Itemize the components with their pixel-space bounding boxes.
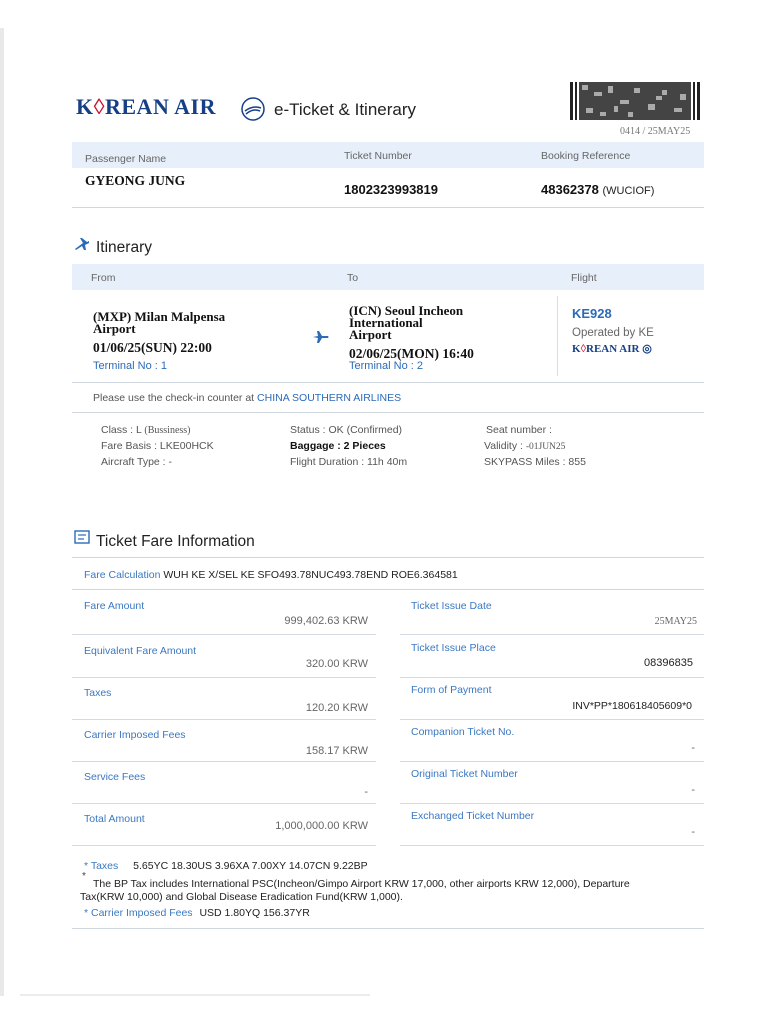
bp-tax-note-line2: Tax(KRW 10,000) and Global Disease Eradication Fund(KRW 1,000). <box>80 891 403 903</box>
validity <box>484 440 565 452</box>
equivalent-fare-label: Equivalent Fare Amount <box>84 645 197 657</box>
booking-reference-number: 48362378 <box>541 182 599 197</box>
exchanged-ticket-label: Exchanged Ticket Number <box>411 810 535 822</box>
carrier-fees-breakdown <box>84 907 310 919</box>
arrival-airport-line3: Airport <box>349 327 392 342</box>
flight-duration: Flight Duration : 11h 40m <box>290 456 408 468</box>
operator-logo: K◊REAN AIR ◎ <box>572 343 652 355</box>
total-amount-value: 1,000,000.00 KRW <box>275 820 368 832</box>
departure-airport-line2: Airport <box>93 321 136 336</box>
companion-ticket-value: - <box>691 742 695 754</box>
booking-reference-code: (WUCIOF) <box>602 185 655 197</box>
flight-number: KE928 <box>572 306 612 321</box>
fare-calculation-label: Fare Calculation <box>84 569 161 581</box>
issue-place-value: 08396835 <box>644 657 693 669</box>
page-left-edge <box>0 28 4 996</box>
divider <box>72 412 704 413</box>
from-label: From <box>91 272 116 284</box>
divider <box>72 761 376 762</box>
departure-airport-line1: (MXP) Milan Malpensa <box>93 309 226 324</box>
page-bottom-edge <box>20 994 370 996</box>
divider <box>400 677 704 678</box>
fare-amount-value: 999,402.63 KRW <box>284 615 368 627</box>
booking-status: Status : OK (Confirmed) <box>290 424 403 436</box>
divider <box>72 557 704 558</box>
payment-form-label: Form of Payment <box>411 684 492 696</box>
flight-direction-icon <box>313 330 329 344</box>
itinerary-header-bar <box>72 264 704 290</box>
departure-terminal: Terminal No : 1 <box>93 360 167 372</box>
taxes-breakdown-label: * Taxes <box>84 860 119 872</box>
taxes-breakdown <box>84 860 368 872</box>
divider <box>400 719 704 720</box>
total-amount-label: Total Amount <box>84 813 145 825</box>
passenger-name-label: Passenger Name <box>85 153 167 165</box>
divider <box>400 634 704 635</box>
arrival-datetime: 02/06/25(MON) 16:40 <box>349 346 474 361</box>
bp-tax-note <box>93 877 693 891</box>
checkin-airline: CHINA SOUTHERN AIRLINES <box>257 392 402 404</box>
divider <box>72 207 704 208</box>
checkin-note <box>93 392 401 404</box>
divider <box>72 845 376 846</box>
divider <box>400 803 704 804</box>
ticket-number: 1802323993819 <box>344 182 438 197</box>
taxes-label: Taxes <box>84 687 112 699</box>
original-ticket-label: Original Ticket Number <box>411 768 518 780</box>
seat-number: Seat number : <box>486 424 552 436</box>
document-title: e-Ticket & Itinerary <box>274 100 417 119</box>
bp-tax-note-line1: The BP Tax includes International PSC(Incheon/Gimpo Airport KRW 17,000, other airports KRW 12,000), Departure <box>93 878 630 890</box>
barcode-image <box>570 82 700 120</box>
arrival-terminal: Terminal No : 2 <box>349 360 423 372</box>
divider <box>400 845 704 846</box>
korean-air-logo: K◊REAN AIR <box>76 94 216 119</box>
taxes-value: 120.20 KRW <box>305 702 368 714</box>
carrier-fees-breakdown-label: * Carrier Imposed Fees <box>84 907 193 919</box>
issue-date-value: 25MAY25 <box>654 616 697 627</box>
skypass-miles: SKYPASS Miles : 855 <box>484 456 586 468</box>
skyteam-logo-icon <box>240 96 266 122</box>
divider <box>72 382 704 383</box>
taxes-breakdown-value: 5.65YC 18.30US 3.96XA 7.00XY 14.07CN 9.22BP <box>133 860 368 872</box>
fare-amount-label: Fare Amount <box>84 600 145 612</box>
issue-date-label: Ticket Issue Date <box>411 600 492 612</box>
divider <box>72 803 376 804</box>
departure-airport <box>93 311 225 335</box>
validity-label: Validity : <box>484 440 523 452</box>
divider <box>72 589 704 590</box>
operated-by: Operated by KE <box>572 327 654 339</box>
divider <box>400 761 704 762</box>
class-note: (Bussiness) <box>144 425 191 436</box>
flight-label: Flight <box>571 272 597 284</box>
arrival-airport <box>349 305 463 341</box>
issue-place-label: Ticket Issue Place <box>411 642 496 654</box>
divider <box>72 719 376 720</box>
divider <box>72 634 376 635</box>
itinerary-title: Itinerary <box>96 239 152 256</box>
divider <box>72 928 704 929</box>
equivalent-fare-value: 320.00 KRW <box>305 658 368 670</box>
divider <box>72 677 376 678</box>
class-value: Class : L <box>101 424 142 436</box>
companion-ticket-label: Companion Ticket No. <box>411 726 515 738</box>
fare-basis: Fare Basis : LKE00HCK <box>101 440 214 452</box>
checkin-prefix: Please use the check-in counter at <box>93 392 255 404</box>
fare-calculation-value: WUH KE X/SEL KE SFO493.78NUC493.78END ROE6.364581 <box>163 569 458 581</box>
service-fees-value: - <box>364 786 368 798</box>
departure-datetime: 01/06/25(SUN) 22:00 <box>93 340 212 355</box>
booking-reference-label: Booking Reference <box>541 150 631 162</box>
arrival-airport-line2: International <box>349 315 423 330</box>
airplane-icon <box>74 237 90 251</box>
fare-calculation <box>84 569 458 581</box>
ticket-icon <box>74 530 90 544</box>
baggage-allowance: Baggage : 2 Pieces <box>290 440 386 452</box>
aircraft-type: Aircraft Type : - <box>101 456 172 468</box>
ticket-number-label: Ticket Number <box>344 150 412 162</box>
original-ticket-value: - <box>691 784 695 796</box>
service-fees-label: Service Fees <box>84 771 146 783</box>
booking-reference <box>541 182 654 197</box>
carrier-fees-value: 158.17 KRW <box>305 745 368 757</box>
class-info <box>101 424 191 436</box>
validity-value: -01JUN25 <box>525 442 566 452</box>
carrier-fees-label: Carrier Imposed Fees <box>84 729 186 741</box>
passenger-name: GYEONG JUNG <box>85 173 186 188</box>
fare-section-title: Ticket Fare Information <box>96 533 255 550</box>
bp-note-mark: * <box>82 871 86 882</box>
barcode-reference: 0414 / 25MAY25 <box>620 126 691 137</box>
payment-form-value: INV*PP*180618405609*0 <box>572 700 692 712</box>
arrival-airport-line1: (ICN) Seoul Incheon <box>349 303 464 318</box>
operator-logo-mark-icon: ◎ <box>642 343 652 355</box>
carrier-fees-breakdown-value: USD 1.80YQ 156.37YR <box>199 907 310 919</box>
flight-column-divider <box>557 296 558 376</box>
exchanged-ticket-value: - <box>691 826 695 838</box>
to-label: To <box>347 272 359 284</box>
